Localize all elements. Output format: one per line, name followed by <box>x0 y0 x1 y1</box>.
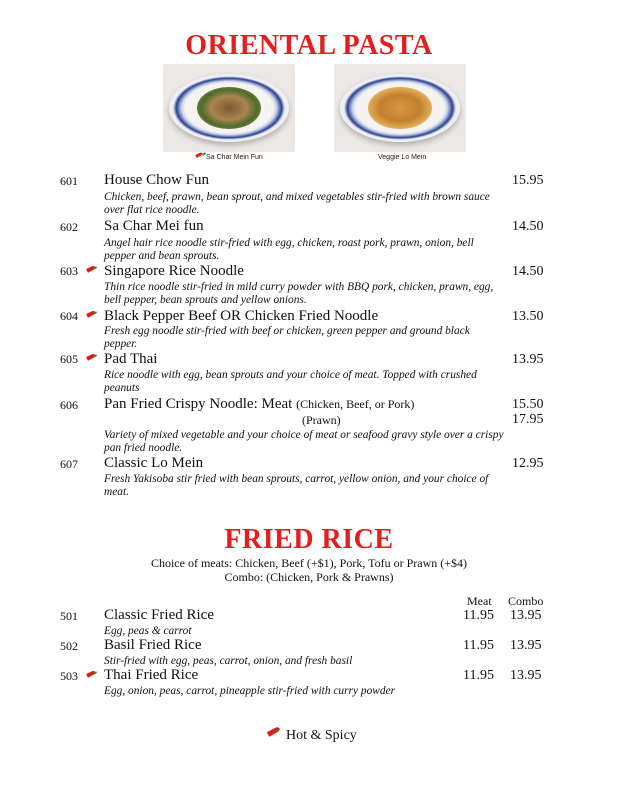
item-price-combo: 13.95 <box>510 668 542 683</box>
item-name: Sa Char Mei fun <box>104 218 204 234</box>
item-number: 603 <box>60 264 78 278</box>
item-name: Thai Fried Rice <box>104 667 199 683</box>
item-description: Thin rice noodle stir-fried in mild curry powder with BBQ pork, chicken, prawn, egg, bell pepper, bean sprouts and yellow onions. <box>104 281 494 306</box>
chili-pepper-icon <box>87 673 97 679</box>
item-name: Basil Fried Rice <box>104 637 202 653</box>
item-option: (Chicken, Beef, or Pork) <box>296 397 415 411</box>
item-number: 501 <box>60 609 78 623</box>
item-description: Egg, onion, peas, carrot, pineapple stir-fried with curry powder <box>104 685 396 697</box>
item-name: Pan Fried Crispy Noodle: Meat (Chicken, Beef, or Pork) <box>104 396 415 412</box>
chili-pepper-icon <box>87 356 97 362</box>
photo-caption: Veggie Lo Mein <box>378 154 427 161</box>
item-number: 606 <box>60 398 78 412</box>
item-price-alt: 17.95 <box>512 412 544 427</box>
item-number: 503 <box>60 669 78 683</box>
item-price-combo: 13.95 <box>510 638 542 653</box>
photo-sa-char-mein-fun <box>163 64 295 152</box>
item-description: Variety of mixed vegetable and your choice of meat or seafood gravy style over a crispy pan fried noodle. <box>104 429 504 454</box>
item-number: 605 <box>60 352 78 366</box>
item-name: House Chow Fun <box>104 172 210 188</box>
photo-veggie-lo-mein <box>334 64 466 152</box>
item-description: Fresh egg noodle stir-fried with beef or chicken, green pepper and ground black pepper. <box>104 325 470 350</box>
spicy-legend: Hot & Spicy <box>268 728 357 744</box>
item-number: 502 <box>60 639 78 653</box>
item-option-alt: (Prawn) <box>302 413 341 427</box>
item-number: 607 <box>60 457 78 471</box>
item-price-meat: 11.95 <box>463 638 494 653</box>
meat-choice-note: Choice of meats: Chicken, Beef (+$1), Pork, Tofu or Prawn (+$4) <box>150 556 468 570</box>
column-header-meat: Meat <box>467 594 492 608</box>
item-number: 604 <box>60 309 78 323</box>
photo-caption: Sa Char Mein Fun <box>196 154 263 161</box>
chili-pepper-icon <box>87 313 97 319</box>
item-price: 14.50 <box>512 219 544 234</box>
item-description: Chicken, beef, prawn, bean sprout, and mixed vegetables stir-fried with brown sauce over flat rice noodle. <box>104 191 490 216</box>
item-price-meat: 11.95 <box>463 608 494 623</box>
item-name: Classic Lo Mein <box>104 455 204 471</box>
item-name: Classic Fried Rice <box>104 607 214 623</box>
item-number: 602 <box>60 220 78 234</box>
chili-pepper-icon <box>268 731 282 739</box>
item-description: Rice noodle with egg, bean sprouts and your choice of meat. Topped with crushed peanuts <box>104 369 477 394</box>
section-title-fried-rice: FRIED RICE <box>224 524 394 555</box>
item-name: Pad Thai <box>104 351 158 367</box>
combo-note: Combo: (Chicken, Pork & Prawns) <box>224 570 394 584</box>
item-price: 13.95 <box>512 352 544 367</box>
chili-pepper-icon <box>196 154 204 159</box>
item-number: 601 <box>60 174 78 188</box>
chili-pepper-icon <box>87 268 97 274</box>
item-price: 12.95 <box>512 456 544 471</box>
section-title-oriental-pasta: ORIENTAL PASTA <box>185 30 433 61</box>
item-price: 14.50 <box>512 264 544 279</box>
item-description: Stir-fried with egg, peas, carrot, onion, and fresh basil <box>104 655 353 667</box>
item-description: Egg, peas & carrot <box>104 625 192 637</box>
item-price-combo: 13.95 <box>510 608 542 623</box>
column-header-combo: Combo <box>508 594 544 608</box>
item-description: Angel hair rice noodle stir-fried with egg, chicken, roast pork, prawn, onion, bell pepper and bean sprouts. <box>104 237 474 262</box>
item-price-meat: 11.95 <box>463 668 494 683</box>
item-name: Black Pepper Beef OR Chicken Fried Noodle <box>104 308 379 324</box>
item-description: Fresh Yakisoba stir fried with bean sprouts, carrot, yellow onion, and your choice of meat. <box>104 473 489 498</box>
item-name: Singapore Rice Noodle <box>104 263 244 279</box>
item-price: 15.50 <box>512 397 544 412</box>
item-price: 13.50 <box>512 309 544 324</box>
item-price: 15.95 <box>512 173 544 188</box>
